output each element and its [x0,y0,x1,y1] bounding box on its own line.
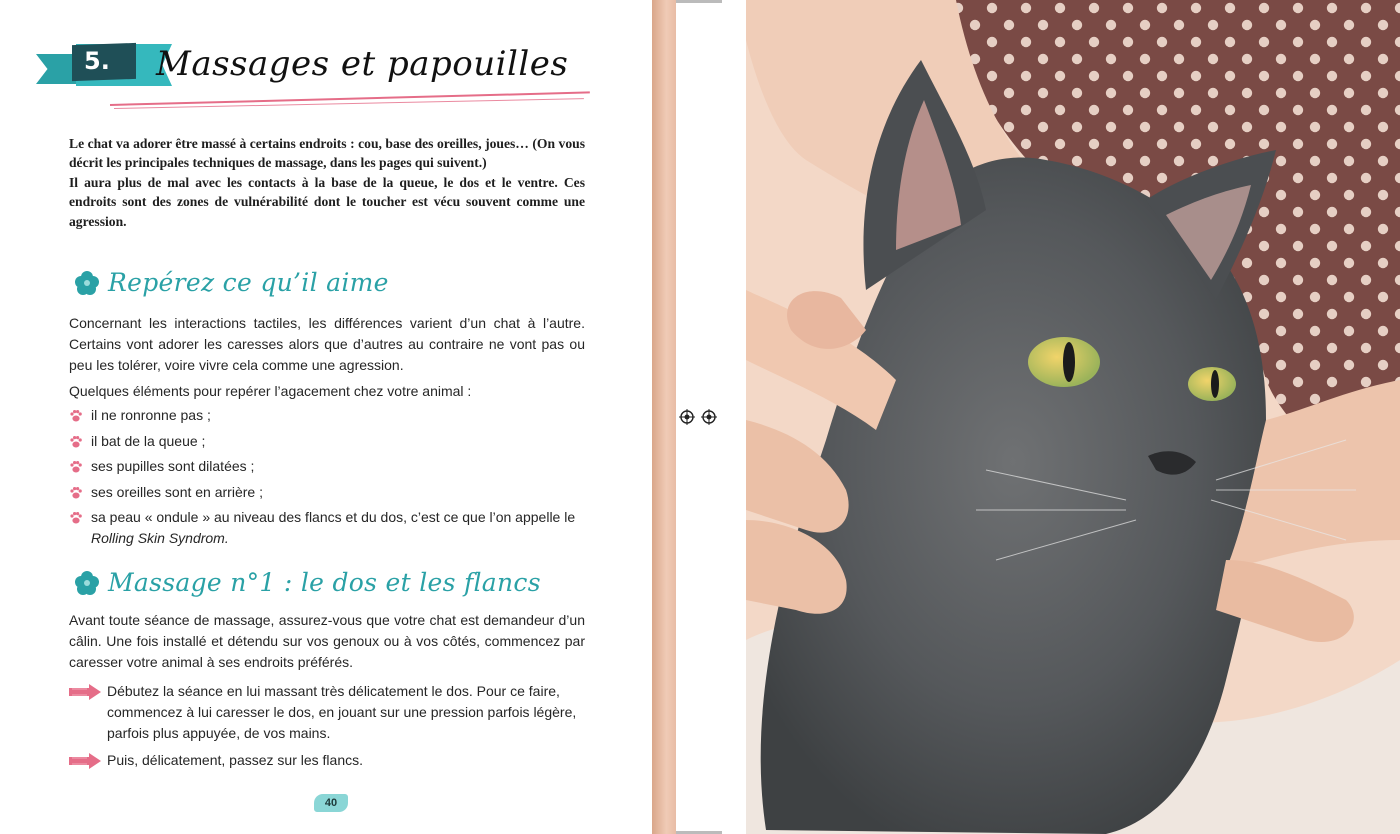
list-item [69,507,585,549]
registration-mark-icon [679,409,695,425]
paw-icon [69,460,83,474]
list-item-text: il ne ronronne pas ; [91,407,211,423]
chapter-title-block [36,40,596,120]
section-heading-2-text: Massage n°1 : le dos et les flancs [108,568,541,597]
step-text: Puis, délicatement, passez sur les flancs. [107,752,364,768]
registration-mark-icon [701,409,717,425]
symptom-list [69,405,585,554]
cat-photo [746,0,1400,834]
step-item [69,681,585,744]
list-item-text: ses oreilles sont en arrière ; [91,483,263,500]
paw-icon [69,435,83,449]
arrow-icon [69,753,101,769]
section-1-paragraph: Concernant les interactions tactiles, les différences varient d’un chat à l’autre. Certains vont adorer les caresses alors que d’autres au contraire ne vont pas ou peu les tolérer, voire vivre cela comme une agression. [69,315,585,373]
paw-icon [69,511,83,525]
list-item [69,456,585,477]
cat-illustration [746,0,1400,834]
step-item [69,750,585,771]
list-item-text: sa peau « ondule » au niveau des flancs et du dos, c’est ce que l’on appelle le [91,509,576,525]
page-number: 40 [314,794,348,812]
flower-icon [74,270,100,296]
section-2-paragraph: Avant toute séance de massage, assurez-vous que votre chat est demandeur d’un câlin. Une fois installé et détendu sur vos genoux ou à vos côtés, commencez par caresser votre animal à ses endroits préférés. [69,612,585,670]
step-text: Débutez la séance en lui massant très délicatement le dos. Pour ce faire, commencez à lui caresser le dos, en jouant sur une pression parfois légère, parfois plus appuyée, de vos mains. [107,683,577,741]
list-item-text: il bat de la queue ; [91,432,206,449]
paw-icon [69,409,83,423]
list-item [69,431,585,452]
syndrome-name: Rolling Skin Syndrom. [91,530,229,546]
section-heading-1 [74,268,389,297]
chapter-number: 5. [84,47,110,75]
chapter-title: Massages et papouilles [156,44,569,84]
flower-icon [74,570,100,596]
section-2-body [69,610,585,673]
paw-icon [69,486,83,500]
list-item [69,482,585,503]
intro-paragraph [69,134,585,231]
intro-line-1: Le chat va adorer être massé à certains endroits : cou, base des oreilles, joues… (On vous décrit les principales techniques de massage, dans les pages qui suivent.) [69,136,585,171]
section-1-body [69,313,585,402]
gutter-mark-top [676,0,722,3]
list-item [69,405,585,426]
left-page [0,0,652,834]
section-1-lead: Quelques éléments pour repérer l’agacement chez votre animal : [69,383,472,399]
arrow-icon [69,684,101,700]
intro-line-2: Il aura plus de mal avec les contacts à la base de la queue, le dos et le ventre. Ces endroits sont des zones de vulnérabilité dont le toucher est vécu souvent comme une agression. [69,174,585,229]
section-heading-1-text: Repérez ce qu’il aime [108,268,389,297]
gutter-photo-strip [652,0,676,834]
section-heading-2 [74,568,541,597]
massage-steps [69,681,585,777]
list-item-text: ses pupilles sont dilatées ; [91,458,255,474]
